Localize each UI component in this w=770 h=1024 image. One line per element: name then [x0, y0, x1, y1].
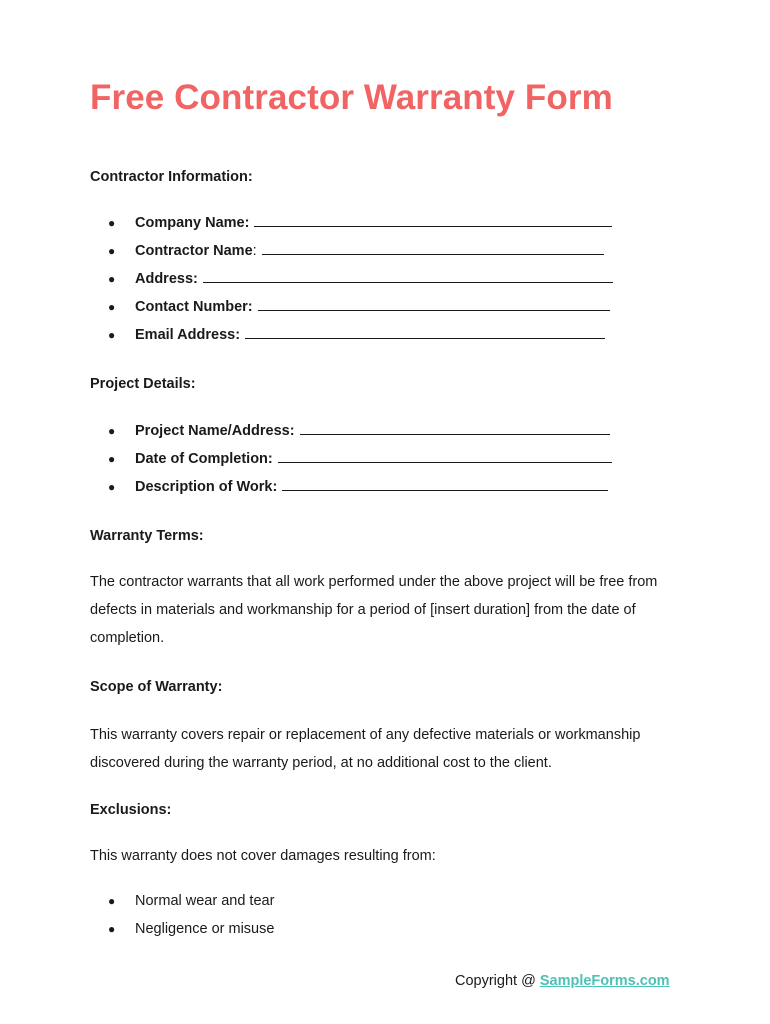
exclusions-list — [108, 893, 274, 949]
exclusions-intro: This warranty does not cover damages resulting from: — [90, 848, 436, 864]
bullet-icon: ● — [108, 216, 116, 230]
bullet-icon: ● — [108, 894, 116, 908]
project-details-list — [108, 420, 612, 504]
scope-text: This warranty covers repair or replacement of any defective materials or workmanship discovered during the warranty period, at no additional cost to the client. — [90, 727, 641, 771]
description-of-work-label: Description of Work: — [135, 479, 278, 495]
warranty-terms-heading: Warranty Terms: — [90, 528, 204, 544]
bullet-icon: ● — [108, 452, 116, 466]
list-item — [108, 324, 613, 352]
address-label: Address: — [135, 271, 198, 287]
email-address-field[interactable] — [245, 324, 605, 339]
contractor-info-heading: Contractor Information: — [90, 169, 253, 185]
list-item — [108, 476, 612, 504]
bullet-icon: ● — [108, 922, 116, 936]
warranty-terms-text: The contractor warrants that all work performed under the above project will be free from defects in materials and workmanship for a period of [insert duration] from the date of completion. — [90, 574, 658, 646]
contractor-info-list — [108, 212, 613, 352]
bullet-icon: ● — [108, 300, 116, 314]
bullet-icon: ● — [108, 480, 116, 494]
list-item — [108, 448, 612, 476]
brand-link[interactable]: SampleForms.com — [539, 973, 670, 989]
scope-heading: Scope of Warranty: — [90, 679, 223, 695]
project-name-label: Project Name/Address: — [135, 423, 295, 439]
copyright-text: Copyright @ — [455, 973, 540, 989]
description-of-work-field[interactable] — [282, 476, 608, 491]
exclusion-item: Normal wear and tear — [135, 893, 275, 909]
project-name-field[interactable] — [300, 420, 610, 435]
address-field[interactable] — [203, 268, 613, 283]
contact-number-field[interactable] — [258, 296, 610, 311]
list-item — [108, 268, 613, 296]
list-item — [108, 893, 274, 921]
list-item — [108, 212, 613, 240]
bullet-icon: ● — [108, 328, 116, 342]
list-item — [108, 296, 613, 324]
footer-copyright — [455, 973, 670, 989]
exclusions-heading: Exclusions: — [90, 802, 172, 818]
company-name-label: Company Name: — [135, 215, 250, 231]
exclusion-item: Negligence or misuse — [135, 921, 275, 937]
contact-number-label: Contact Number: — [135, 299, 253, 315]
project-details-heading: Project Details: — [90, 376, 196, 392]
bullet-icon: ● — [108, 424, 116, 438]
company-name-field[interactable] — [254, 212, 612, 227]
page-title: Free Contractor Warranty Form — [90, 78, 613, 117]
contractor-name-label: Contractor Name: — [135, 243, 257, 259]
contractor-name-field[interactable] — [262, 240, 604, 255]
email-address-label: Email Address: — [135, 327, 241, 343]
list-item — [108, 921, 274, 949]
date-of-completion-label: Date of Completion: — [135, 451, 273, 467]
list-item — [108, 240, 613, 268]
bullet-icon: ● — [108, 272, 116, 286]
bullet-icon: ● — [108, 244, 116, 258]
date-of-completion-field[interactable] — [278, 448, 612, 463]
list-item — [108, 420, 612, 448]
